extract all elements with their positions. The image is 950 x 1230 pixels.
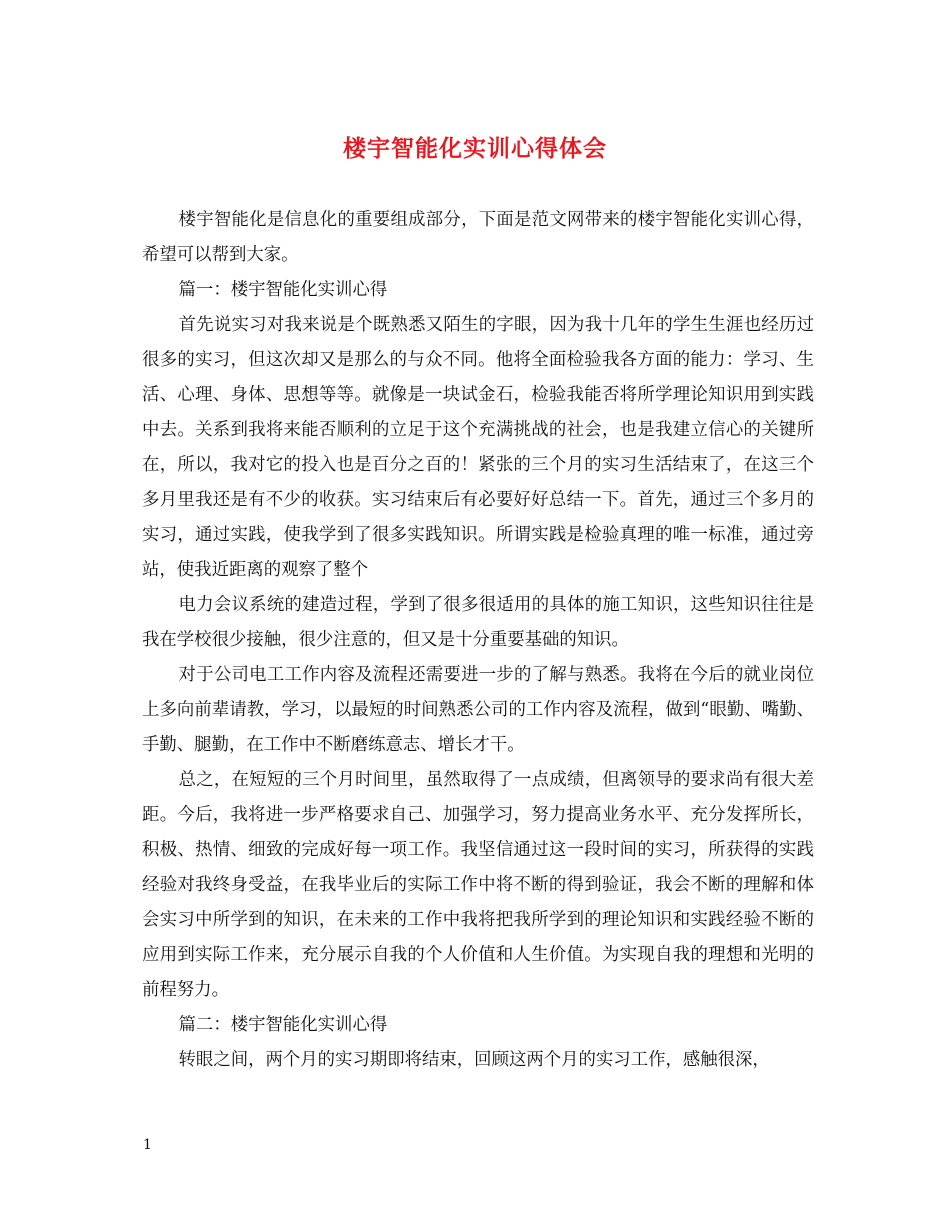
page-number: 1: [143, 1137, 152, 1153]
section-heading-1: 篇一：楼宇智能化实训心得: [178, 280, 388, 300]
body-paragraph: 电力会议系统的建造过程，学到了很多很适用的具体的施工知识，这些知识往往是我在学校很少接触，很少注意的，但又是十分重要基础的知识。: [142, 595, 814, 650]
body-paragraph: 对于公司电工工作内容及流程还需要进一步的了解与熟悉。我将在今后的就业岗位上多向前辈请教，学习，以最短的时间熟悉公司的工作内容及流程，做到“眼勤、嘴勤、手勤、腿勤，在工作中不断磨练意志、增长才干。: [142, 665, 814, 755]
intro-paragraph: 楼宇智能化是信息化的重要组成部分，下面是范文网带来的楼宇智能化实训心得，希望可以帮到大家。: [142, 210, 814, 265]
document-body: [142, 203, 814, 1078]
body-paragraph: 总之，在短短的三个月时间里，虽然取得了一点成绩，但离领导的要求尚有很大差距。今后，我将进一步严格要求自己、加强学习，努力提高业务水平、充分发挥所长，积极、热情、细致的完成好每一项工作。我坚信通过这一段时间的实习，所获得的实践经验对我终身受益，在我毕业后的实际工作中将不断的得到验证，我会不断的理解和体会实习中所学到的知识，在未来的工作中我将把我所学到的理论知识和实践经验不断的应用到实际工作来，充分展示自我的个人价值和人生价值。为实现自我的理想和光明的前程努力。: [142, 770, 814, 1000]
document-title: 楼宇智能化实训心得体会: [343, 135, 607, 162]
body-paragraph: 首先说实习对我来说是个既熟悉又陌生的字眼，因为我十几年的学生生涯也经历过很多的实习，但这次却又是那么的与众不同。他将全面检验我各方面的能力：学习、生活、心理、身体、思想等等。就像是一块试金石，检验我能否将所学理论知识用到实践中去。关系到我将来能否顺利的立足于这个充满挑战的社会，也是我建立信心的关键所在，所以，我对它的投入也是百分之百的！紧张的三个月的实习生活结束了，在这三个多月里我还是有不少的收获。实习结束后有必要好好总结一下。首先，通过三个多月的实习，通过实践，使我学到了很多实践知识。所谓实践是检验真理的唯一标准，通过旁站，使我近距离的观察了整个: [142, 315, 814, 580]
section-heading-2: 篇二：楼宇智能化实训心得: [178, 1015, 388, 1035]
body-paragraph: 转眼之间，两个月的实习期即将结束，回顾这两个月的实习工作，感触很深，: [178, 1050, 770, 1070]
